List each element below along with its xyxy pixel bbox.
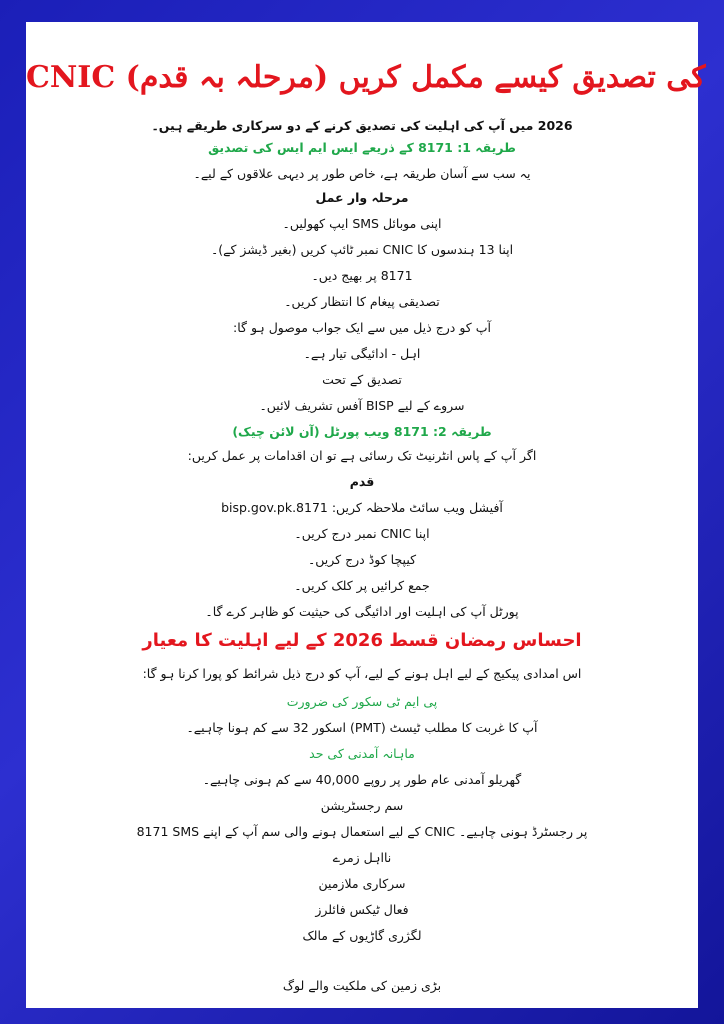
eligibility-intro: اس امدادی پیکیج کے لیے اہل ہونے کے لیے، آپ کو درج ذیل شرائط کو پورا کرنا ہو گا:: [142, 666, 582, 681]
method-2-heading: طریقہ 2: 8171 ویب پورٹل (آن لائن چیک): [232, 424, 492, 439]
intro-text: 2026 میں آپ کی اہلیت کی تصدیق کرنے کے دو سرکاری طریقے ہیں۔: [151, 118, 573, 133]
step-type-cnic: اپنا 13 ہندسوں کا CNIC نمبر ٹائپ کریں (بغیر ڈیشز کے)۔: [210, 242, 514, 257]
steps-label: قدم: [349, 474, 375, 489]
sim-heading: سم رجسٹریشن: [320, 798, 404, 813]
eligibility-heading: احساس رمضان قسط 2026 کے لیے اہلیت کا معیار: [142, 630, 582, 651]
response-under-verification: تصدیق کے تحت: [322, 372, 402, 387]
step-by-step-label: مرحلہ وار عمل: [315, 190, 409, 205]
step-enter-captcha: کیپچا کوڈ درج کریں۔: [307, 552, 417, 567]
portal-result: پورٹل آپ کی اہلیت اور ادائیگی کی حیثیت کو ظاہر کرے گا۔: [205, 604, 519, 619]
response-visit-bisp: سروے کے لیے BISP آفس تشریف لائیں۔: [259, 398, 465, 413]
step-wait-message: تصدیقی پیغام کا انتظار کریں۔: [284, 294, 440, 309]
ineligible-heading: نااہل زمرے: [332, 850, 392, 865]
pmt-text: آپ کا غربت کا مطلب ٹیسٹ (PMT) اسکور 32 سے کم ہونا چاہیے۔: [186, 720, 538, 735]
step-enter-cnic: اپنا CNIC نمبر درج کریں۔: [294, 526, 430, 541]
ineligible-govt-employees: سرکاری ملازمین: [318, 876, 406, 891]
page-title: CNIC کی تصدیق کیسے مکمل کریں (مرحلہ بہ قدم): [26, 60, 706, 95]
method-1-description: یہ سب سے آسان طریقہ ہے، خاص طور پر دیہی علاقوں کے لیے۔: [193, 166, 531, 181]
document-page: [26, 22, 706, 1008]
response-intro: آپ کو درج ذیل میں سے ایک جواب موصول ہو گا:: [233, 320, 491, 335]
income-text: گھریلو آمدنی عام طور پر روپے 40,000 سے کم ہونی چاہیے۔: [202, 772, 522, 787]
ineligible-large-landowners: بڑی زمین کی ملکیت والے لوگ: [282, 978, 442, 993]
income-heading: ماہانہ آمدنی کی حد: [309, 746, 415, 761]
ineligible-tax-filers: فعال ٹیکس فائلرز: [315, 902, 409, 917]
step-click-submit: جمع کرائیں پر کلک کریں۔: [294, 578, 430, 593]
step-open-sms: اپنی موبائل SMS ایپ کھولیں۔: [282, 216, 442, 231]
sim-text: 8171 SMS کے لیے استعمال ہونے والی سم آپ کے اپنے CNIC پر رجسٹرڈ ہونی چاہیے۔: [136, 824, 588, 839]
step-visit-website: آفیشل ویب سائٹ ملاحظہ کریں: 8171.bisp.gov.pk: [221, 500, 503, 515]
pmt-heading: پی ایم ٹی سکور کی ضرورت: [286, 694, 438, 709]
method-2-intro: اگر آپ کے پاس انٹرنیٹ تک رسائی ہے تو ان اقدامات پر عمل کریں:: [187, 448, 537, 463]
step-send-8171: 8171 پر بھیج دیں۔: [311, 268, 413, 283]
response-eligible: اہل - ادائیگی تیار ہے۔: [303, 346, 421, 361]
ineligible-luxury-car-owners: لگژری گاڑیوں کے مالک: [302, 928, 422, 943]
method-1-heading: طریقہ 1: 8171 کے ذریعے ایس ایم ایس کی تصدیق: [208, 140, 516, 155]
